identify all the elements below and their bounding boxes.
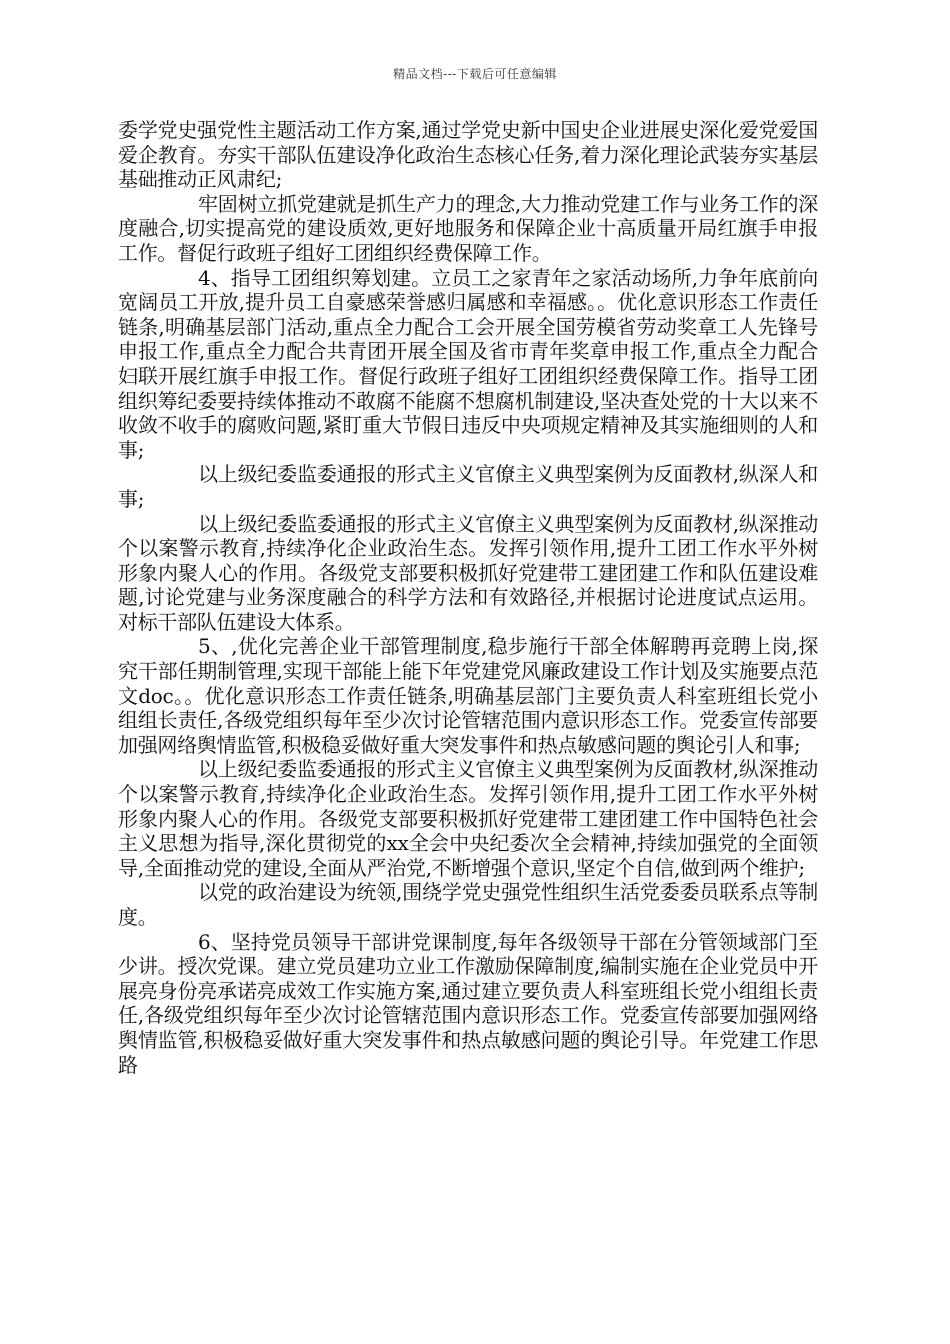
paragraph-5: 以上级纪委监委通报的形式主义官僚主义典型案例为反面教材,纵深推动个以案警示教育,持续净化企业政治生态。发挥引领作用,提升工团工作水平外树形象内聚人心的作用。各级党支部要积极抓好党建带工建团建工作和队伍建设难题,讨论党建与业务深度融合的科学方法和有效路径,并根据讨论进度试点运用。对标干部队伍建设大体系。 xyxy=(118,511,818,634)
paragraph-1: 委学党史强党性主题活动工作方案,通过学党史新中国史企业进展史深化爱党爱国爱企教育。夯实干部队伍建设净化政治生态核心任务,着力深化理论武装夯实基层基础推动正风肃纪; xyxy=(118,118,818,192)
document-body xyxy=(118,118,818,1077)
paragraph-8: 以党的政治建设为统领,围绕学党史强党性组织生活党委委员联系点等制度。 xyxy=(118,880,818,929)
paragraph-3: 4、指导工团组织筹划建。立员工之家青年之家活动场所,力争年底前向宽阔员工开放,提升员工自豪感荣誉感归属感和幸福感。。优化意识形态工作责任链条,明确基层部门活动,重点全力配合工会开展全国劳模省劳动奖章工人先锋号申报工作,重点全力配合共青团开展全国及省市青年奖章申报工作,重点全力配合妇联开展红旗手申报工作。督促行政班子组好工团组织经费保障工作。指导工团组织筹纪委要持续体推动不敢腐不能腐不想腐机制建设,坚决查处党的十大以来不收敛不收手的腐败问题,紧盯重大节假日违反中央项规定精神及其实施细则的人和事; xyxy=(118,265,818,462)
paragraph-2: 牢固树立抓党建就是抓生产力的理念,大力推动党建工作与业务工作的深度融合,切实提高党的建设质效,更好地服务和保障企业十高质量开局红旗手申报工作。督促行政班子组好工团组织经费保障工作。 xyxy=(118,191,818,265)
paragraph-7: 以上级纪委监委通报的形式主义官僚主义典型案例为反面教材,纵深推动个以案警示教育,持续净化企业政治生态。发挥引领作用,提升工团工作水平外树形象内聚人心的作用。各级党支部要积极抓好党建带工建团建工作中国特色社会主义思想为指导,深化贯彻党的xx全会中央纪委次全会精神,持续加强党的全面领导,全面推动党的建设,全面从严治党,不断增强个意识,坚定个自信,做到两个维护; xyxy=(118,757,818,880)
paragraph-4: 以上级纪委监委通报的形式主义官僚主义典型案例为反面教材,纵深人和事; xyxy=(118,462,818,511)
page-header: 精品文档---下载后可任意编辑 xyxy=(393,67,557,81)
paragraph-9: 6、坚持党员领导干部讲党课制度,每年各级领导干部在分管领域部门至少讲。授次党课。建立党员建功立业工作激励保障制度,编制实施在企业党员中开展亮身份亮承诺亮成效工作实施方案,通过建立要负责人科室班组长党小组组长责任,各级党组织每年至少次讨论管辖范围内意识形态工作。党委宣传部要加强网络舆情监管,积极稳妥做好重大突发事件和热点敏感问题的舆论引导。年党建工作思路 xyxy=(118,929,818,1077)
paragraph-6: 5、,优化完善企业干部管理制度,稳步施行干部全体解聘再竞聘上岗,探究干部任期制管理,实现干部能上能下年党建党风廉政建设工作计划及实施要点范文doc。。优化意识形态工作责任链条,明确基层部门主要负责人科室班组长党小组组长责任,各级党组织每年至少次讨论管辖范围内意识形态工作。党委宣传部要加强网络舆情监管,积极稳妥做好重大突发事件和热点敏感问题的舆论引人和事; xyxy=(118,634,818,757)
